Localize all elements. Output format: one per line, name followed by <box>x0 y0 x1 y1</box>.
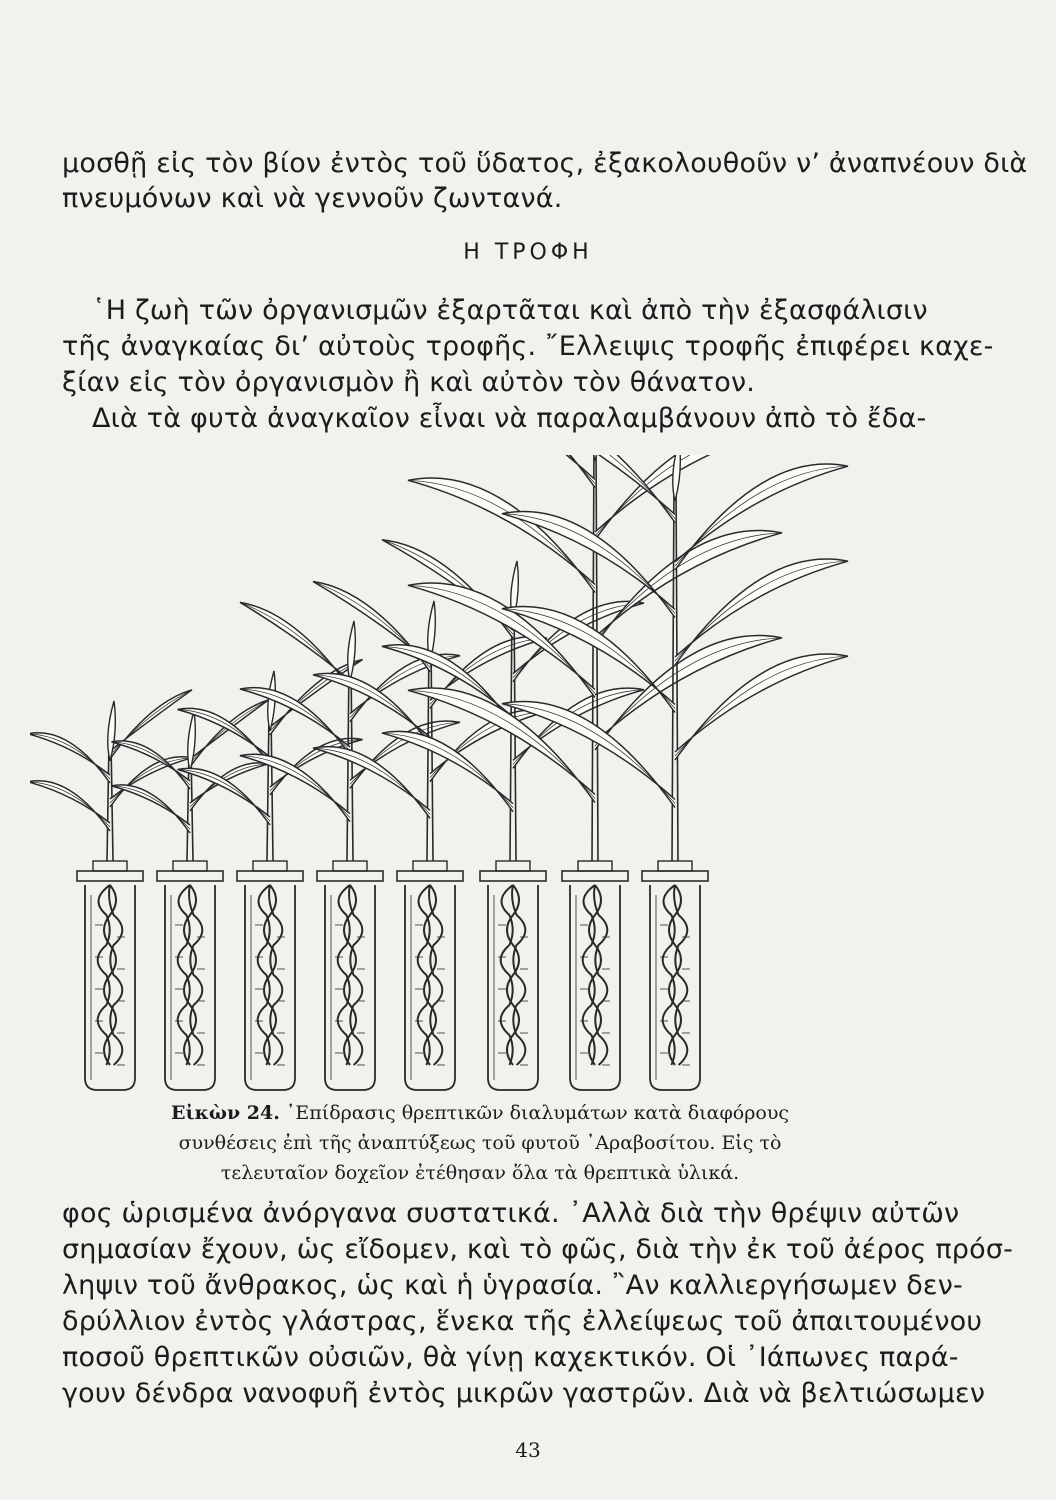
text-line: ληψιν τοῦ ἄνθρακος, ὡς καὶ ἡ ὑγρασία. ῍Αν καλλιεργήσωμεν δεν- <box>62 1270 963 1301</box>
caption-text: ᾿Επίδρασις θρεπτικῶν διαλυμάτων κατὰ διαφόρους <box>285 1102 790 1124</box>
figure-caption-line <box>60 1098 900 1128</box>
text-line: φος ὡρισμένα ἀνόργανα συστατικά. ᾿Αλλὰ διὰ τὴν θρέψιν αὐτῶν <box>62 1198 960 1229</box>
text-line: ξίαν εἰς τὸν ὀργανισμὸν ἢ καὶ αὐτὸν τὸν θάνατον. <box>62 367 756 398</box>
figure-label: Εἰκὼν 24. <box>170 1102 280 1124</box>
text-line: δρύλλιον ἐντὸς γλάστρας, ἕνεκα τῆς ἐλλείψεως τοῦ ἀπαιτουμένου <box>62 1306 983 1337</box>
figure-caption-line: συνθέσεις ἐπὶ τῆς ἀναπτύξεως τοῦ φυτοῦ ᾿Αραβοσίτου. Εἰς τὸ <box>178 1132 782 1154</box>
text-line: γουν δένδρα νανοφυῆ ἐντὸς μικρῶν γαστρῶν. Διὰ νὰ βελτιώσωμεν <box>62 1378 986 1409</box>
text-line: ποσοῦ θρεπτικῶν οὐσιῶν, θὰ γίνῃ καχεκτικόν. Οἱ ᾿Ιάπωνες παρά- <box>62 1342 959 1373</box>
test-tube-with-plant <box>178 660 363 1091</box>
text-line: Διὰ τὰ φυτὰ ἀναγκαῖον εἶναι νὰ παραλαμβάνουν ἀπὸ τὸ ἔδα- <box>92 403 927 434</box>
test-tube-with-plant <box>30 690 192 1090</box>
text-line: πνευμόνων καὶ νὰ γεννοῦν ζωντανά. <box>62 183 563 214</box>
figure-caption-line: τελευταῖον δοχεῖον ἐτέθησαν ὅλα τὰ θρεπτικὰ ὑλικά. <box>220 1162 740 1184</box>
corn-plants-illustration <box>30 455 900 1105</box>
text-line: μοσθῇ εἰς τὸν βίον ἐντὸς τοῦ ὕδατος, ἐξακολουθοῦν ν’ ἀναπνέουν διὰ <box>62 148 1028 179</box>
text-line: σημασίαν ἔχουν, ὡς εἴδομεν, καὶ τὸ φῶς, διὰ τὴν ἐκ τοῦ ἀέρος πρόσ- <box>62 1234 1014 1265</box>
text-line: ῾Η ζωὴ τῶν ὀργανισμῶν ἐξαρτᾶται καὶ ἀπὸ τὴν ἐξασφάλισιν <box>92 295 928 326</box>
page-number: 43 <box>515 1438 541 1462</box>
text-line: τῆς ἀναγκαίας δι’ αὐτοὺς τροφῆς. ῎Ελλειψις τροφῆς ἐπιφέρει καχε- <box>62 331 994 362</box>
section-title: Η ΤΡΟΦΗ <box>463 240 593 265</box>
